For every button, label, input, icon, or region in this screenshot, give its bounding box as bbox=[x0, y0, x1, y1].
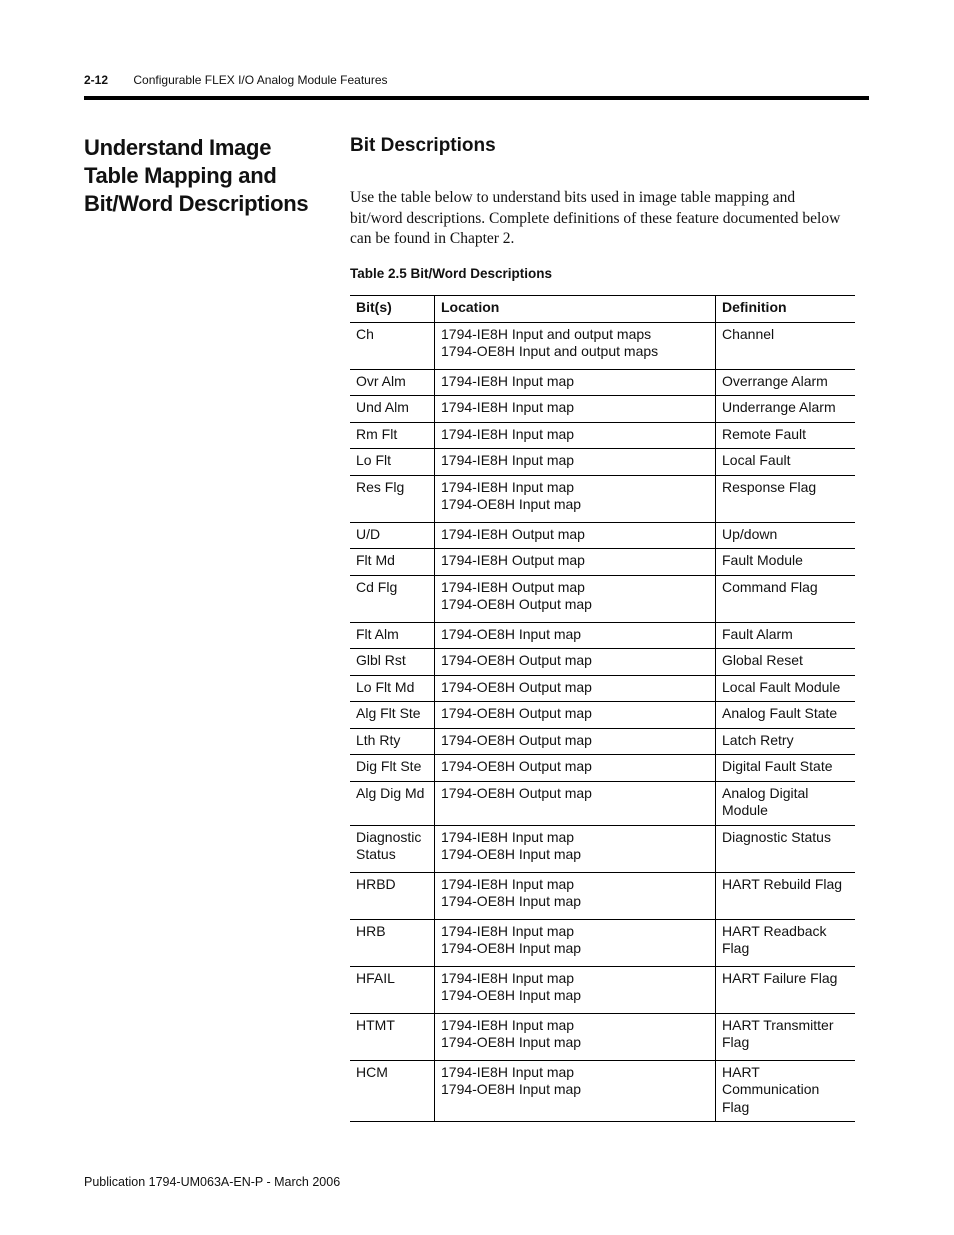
location-cell bbox=[435, 549, 716, 576]
location-cell bbox=[435, 322, 716, 369]
table-row bbox=[350, 919, 855, 966]
table-row bbox=[350, 369, 855, 396]
table-row bbox=[350, 675, 855, 702]
bit-cell: Lth Rty bbox=[350, 728, 435, 755]
location-line: 1794-IE8H Output map bbox=[441, 578, 585, 595]
location-line: 1794-IE8H Input map bbox=[441, 828, 575, 845]
bit-cell: Ovr Alm bbox=[350, 369, 435, 396]
location-line: 1794-IE8H Input map bbox=[441, 399, 575, 415]
definition-cell: Fault Module bbox=[716, 549, 856, 576]
definition-cell: Remote Fault bbox=[716, 422, 856, 449]
definition-cell: Up/down bbox=[716, 522, 856, 549]
definition-cell: Digital Fault State bbox=[716, 755, 856, 782]
definition-cell: Latch Retry bbox=[716, 728, 856, 755]
location-line: 1794-OE8H Output map bbox=[441, 758, 592, 774]
location-cell bbox=[435, 396, 716, 423]
definition-cell: Channel bbox=[716, 322, 856, 369]
definition-cell: Analog Fault State bbox=[716, 702, 856, 729]
location-cell bbox=[435, 449, 716, 476]
table-row bbox=[350, 781, 855, 825]
location-line: 1794-OE8H Input map bbox=[441, 940, 582, 956]
location-cell bbox=[435, 422, 716, 449]
definition-cell: Analog Digital Module bbox=[716, 781, 856, 825]
table-row bbox=[350, 396, 855, 423]
definition-cell: Local Fault bbox=[716, 449, 856, 476]
definition-cell: Response Flag bbox=[716, 475, 856, 522]
bit-cell: Rm Flt bbox=[350, 422, 435, 449]
bit-cell: HRBD bbox=[350, 872, 435, 919]
bit-cell: Und Alm bbox=[350, 396, 435, 423]
intro-paragraph: Use the table below to understand bits used in image table mapping and bit/word descriptions. Complete definitions of these feature documented below can be found in Chapter 2. bbox=[350, 189, 841, 247]
bit-cell: Lo Flt Md bbox=[350, 675, 435, 702]
bit-cell: Flt Alm bbox=[350, 622, 435, 649]
table-row bbox=[350, 649, 855, 676]
location-line: 1794-IE8H Input map bbox=[441, 1016, 575, 1033]
table-row bbox=[350, 1013, 855, 1060]
location-line: 1794-IE8H Input map bbox=[441, 452, 575, 468]
location-cell bbox=[435, 475, 716, 522]
column-header-location: Location bbox=[435, 296, 716, 323]
definition-cell: HART Transmitter Flag bbox=[716, 1013, 856, 1060]
location-line: 1794-OE8H Input map bbox=[441, 1081, 582, 1097]
table-row bbox=[350, 966, 855, 1013]
location-cell bbox=[435, 575, 716, 622]
bit-cell: Dig Flt Ste bbox=[350, 755, 435, 782]
location-line: 1794-OE8H Output map bbox=[441, 652, 592, 668]
location-cell bbox=[435, 825, 716, 872]
table-row bbox=[350, 728, 855, 755]
table-row bbox=[350, 475, 855, 522]
location-line: 1794-OE8H Output map bbox=[441, 678, 592, 695]
location-line: 1794-OE8H Output map bbox=[441, 705, 592, 721]
location-line: 1794-OE8H Input map bbox=[441, 846, 582, 862]
location-cell bbox=[435, 1060, 716, 1122]
location-cell bbox=[435, 966, 716, 1013]
bit-cell: Alg Flt Ste bbox=[350, 702, 435, 729]
page-number: 2-12 bbox=[84, 73, 109, 87]
location-cell bbox=[435, 369, 716, 396]
location-line: 1794-IE8H Input map bbox=[441, 969, 575, 986]
table-row bbox=[350, 422, 855, 449]
table-row bbox=[350, 825, 855, 872]
bit-cell: HTMT bbox=[350, 1013, 435, 1060]
location-cell bbox=[435, 872, 716, 919]
table-row bbox=[350, 449, 855, 476]
location-line: 1794-OE8H Input map bbox=[441, 987, 582, 1003]
table-row bbox=[350, 702, 855, 729]
definition-cell: Diagnostic Status bbox=[716, 825, 856, 872]
table-row bbox=[350, 1060, 855, 1122]
location-cell bbox=[435, 1013, 716, 1060]
bit-cell: HCM bbox=[350, 1060, 435, 1122]
location-line: 1794-OE8H Output map bbox=[441, 731, 592, 748]
table-row bbox=[350, 549, 855, 576]
bit-cell: Flt Md bbox=[350, 549, 435, 576]
location-cell bbox=[435, 755, 716, 782]
location-cell bbox=[435, 649, 716, 676]
section-title: Understand Image Table Mapping and Bit/Word Descriptions bbox=[84, 135, 309, 216]
definition-cell: Underrange Alarm bbox=[716, 396, 856, 423]
location-line: 1794-OE8H Output map bbox=[441, 784, 592, 801]
table-row bbox=[350, 622, 855, 649]
definition-cell: HART Failure Flag bbox=[716, 966, 856, 1013]
location-line: 1794-OE8H Input map bbox=[441, 496, 582, 512]
location-cell bbox=[435, 675, 716, 702]
table-row bbox=[350, 322, 855, 369]
definition-cell: Overrange Alarm bbox=[716, 369, 856, 396]
definition-cell: HART Readback Flag bbox=[716, 919, 856, 966]
bit-cell: U/D bbox=[350, 522, 435, 549]
bit-cell: Alg Dig Md bbox=[350, 781, 435, 825]
location-line: 1794-OE8H Output map bbox=[441, 596, 592, 612]
table-caption: Table 2.5 Bit/Word Descriptions bbox=[350, 266, 553, 281]
location-line: 1794-OE8H Input map bbox=[441, 1034, 582, 1050]
bit-cell: HRB bbox=[350, 919, 435, 966]
location-cell bbox=[435, 728, 716, 755]
location-cell bbox=[435, 522, 716, 549]
location-cell bbox=[435, 622, 716, 649]
location-line: 1794-OE8H Input map bbox=[441, 625, 582, 642]
column-header-bits: Bit(s) bbox=[350, 296, 435, 323]
definition-cell: HART Communication Flag bbox=[716, 1060, 856, 1122]
bit-cell: Cd Flg bbox=[350, 575, 435, 622]
table-header-row bbox=[350, 296, 855, 323]
table-row bbox=[350, 522, 855, 549]
table-row bbox=[350, 575, 855, 622]
subsection-title: Bit Descriptions bbox=[350, 135, 496, 156]
location-line: 1794-OE8H Input and output maps bbox=[441, 343, 659, 359]
location-line: 1794-IE8H Input map bbox=[441, 875, 575, 892]
definition-cell: HART Rebuild Flag bbox=[716, 872, 856, 919]
definition-cell: Local Fault Module bbox=[716, 675, 856, 702]
bit-cell: Lo Flt bbox=[350, 449, 435, 476]
page-header bbox=[84, 73, 388, 87]
location-line: 1794-IE8H Input map bbox=[441, 425, 575, 442]
location-cell bbox=[435, 702, 716, 729]
definition-cell: Global Reset bbox=[716, 649, 856, 676]
bit-descriptions-table bbox=[350, 295, 855, 1122]
location-cell bbox=[435, 781, 716, 825]
table-row bbox=[350, 755, 855, 782]
bit-cell: HFAIL bbox=[350, 966, 435, 1013]
bit-cell: Ch bbox=[350, 322, 435, 369]
column-header-definition: Definition bbox=[716, 296, 856, 323]
location-line: 1794-OE8H Input map bbox=[441, 893, 582, 909]
publication-footer: Publication 1794-UM063A-EN-P - March 2006 bbox=[84, 1175, 341, 1189]
location-line: 1794-IE8H Input map bbox=[441, 922, 575, 939]
location-line: 1794-IE8H Input map bbox=[441, 372, 575, 389]
location-cell bbox=[435, 919, 716, 966]
bit-cell: Res Flg bbox=[350, 475, 435, 522]
chapter-title: Configurable FLEX I/O Analog Module Features bbox=[133, 73, 388, 87]
header-rule bbox=[84, 96, 869, 100]
bit-cell: Diagnostic Status bbox=[350, 825, 435, 872]
table-body bbox=[350, 322, 855, 1122]
location-line: 1794-IE8H Input map bbox=[441, 478, 575, 495]
location-line: 1794-IE8H Output map bbox=[441, 552, 585, 568]
location-line: 1794-IE8H Input map bbox=[441, 1063, 575, 1080]
definition-cell: Fault Alarm bbox=[716, 622, 856, 649]
bit-cell: Glbl Rst bbox=[350, 649, 435, 676]
location-line: 1794-IE8H Input and output maps bbox=[441, 325, 652, 342]
table-row bbox=[350, 872, 855, 919]
location-line: 1794-IE8H Output map bbox=[441, 525, 585, 542]
definition-cell: Command Flag bbox=[716, 575, 856, 622]
